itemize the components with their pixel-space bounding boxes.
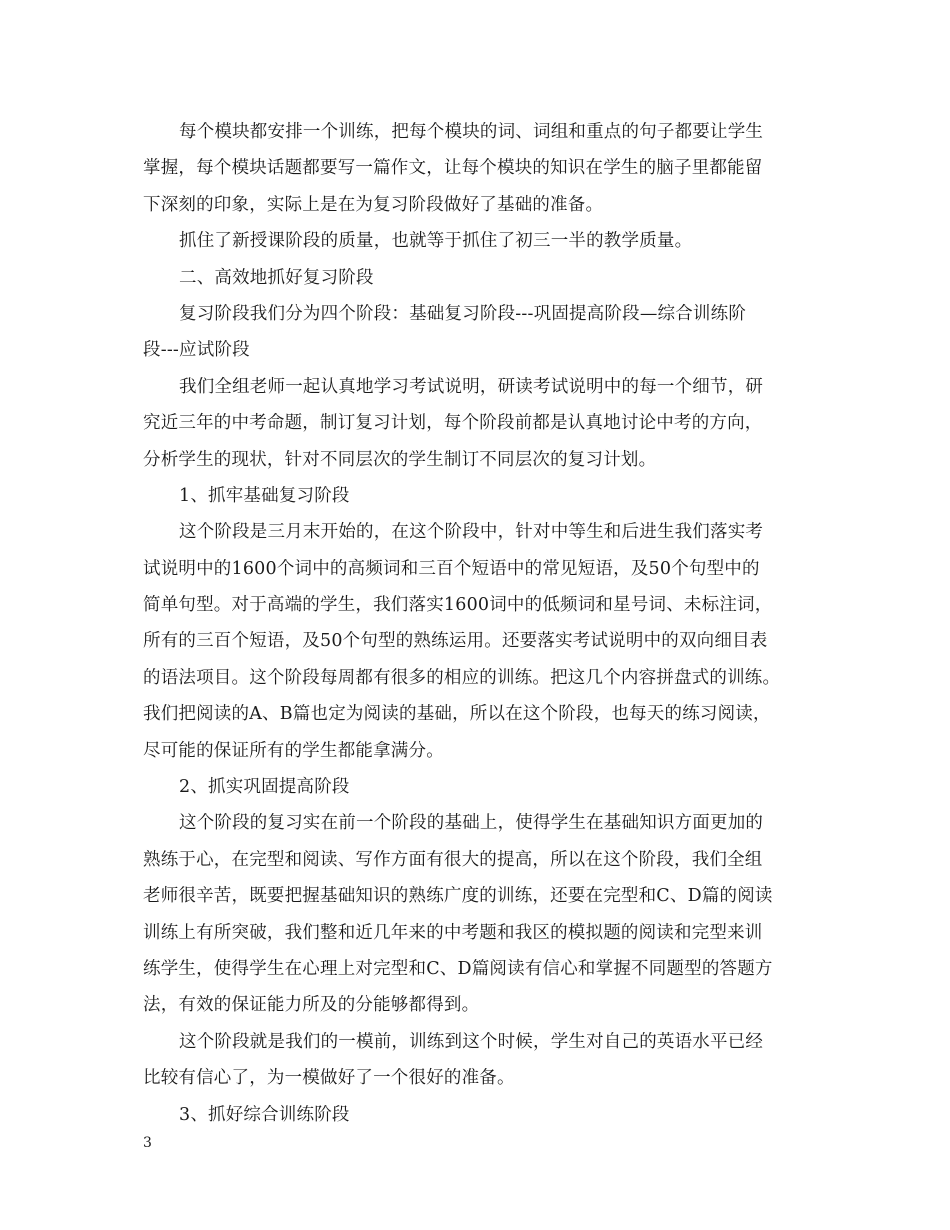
text-line: 抓住了新授课阶段的质量，也就等于抓住了初三一半的教学质量。	[179, 231, 693, 252]
text-line: 这个阶段就是我们的一模前，训练到这个时候，学生对自己的英语水平已经	[179, 1031, 764, 1052]
text-line: 复习阶段我们分为四个阶段：基础复习阶段---巩固提高阶段—综合训练阶	[179, 303, 747, 324]
text-line: 老师很辛苦，既要把握基础知识的熟练广度的训练，还要在完型和C、D篇的阅读	[143, 886, 773, 907]
text-line: 掌握，每个模块话题都要写一篇作文，让每个模块的知识在学生的脑子里都能留	[143, 158, 763, 179]
text-line: 比较有信心了，为一模做好了一个很好的准备。	[143, 1068, 515, 1089]
text-line: 试说明中的1600个词中的高频词和三百个短语中的常见短语，及50个句型中的	[143, 558, 760, 579]
text-line: 二、高效地抓好复习阶段	[179, 267, 374, 288]
text-line: 练学生，使得学生在心理上对完型和C、D篇阅读有信心和掌握不同题型的答题方	[143, 958, 773, 979]
page-number: 3	[143, 1135, 152, 1151]
text-line: 1、抓牢基础复习阶段	[179, 485, 350, 506]
text-line: 我们全组老师一起认真地学习考试说明，研读考试说明中的每一个细节，研	[179, 376, 764, 397]
text-line: 的语法项目。这个阶段每周都有很多的相应的训练。把这几个内容拼盘式的训练。	[143, 667, 781, 688]
text-line: 究近三年的中考命题，制订复习计划，每个阶段前都是认真地讨论中考的方向，	[143, 413, 763, 434]
text-line: 尽可能的保证所有的学生都能拿满分。	[143, 740, 444, 761]
document-body	[143, 114, 813, 1133]
text-line: 训练上有所突破，我们整和近几年来的中考题和我区的模拟题的阅读和完型来训	[143, 922, 763, 943]
text-line: 下深刻的印象，实际上是在为复习阶段做好了基础的准备。	[143, 194, 604, 215]
text-line: 2、抓实巩固提高阶段	[179, 777, 350, 798]
text-line: 3、抓好综合训练阶段	[179, 1104, 350, 1125]
text-line: 段---应试阶段	[143, 340, 250, 361]
text-line: 所有的三百个短语，及50个句型的熟练运用。还要落实考试说明中的双向细目表	[143, 631, 768, 652]
text-line: 这个阶段的复习实在前一个阶段的基础上，使得学生在基础知识方面更加的	[179, 813, 764, 834]
text-line: 法，有效的保证能力所及的分能够都得到。	[143, 995, 480, 1016]
text-line: 简单句型。对于高端的学生，我们落实1600词中的低频词和星号词、未标注词，	[143, 595, 773, 616]
text-line: 每个模块都安排一个训练，把每个模块的词、词组和重点的句子都要让学生	[179, 122, 764, 142]
text-line: 我们把阅读的A、B篇也定为阅读的基础，所以在这个阶段，也每天的练习阅读，	[143, 704, 771, 725]
text-line: 分析学生的现状，针对不同层次的学生制订不同层次的复习计划。	[143, 449, 657, 470]
text-line: 熟练于心，在完型和阅读、写作方面有很大的提高，所以在这个阶段，我们全组	[143, 849, 763, 870]
text-line: 这个阶段是三月末开始的，在这个阶段中，针对中等生和后进生我们落实考	[179, 522, 764, 543]
